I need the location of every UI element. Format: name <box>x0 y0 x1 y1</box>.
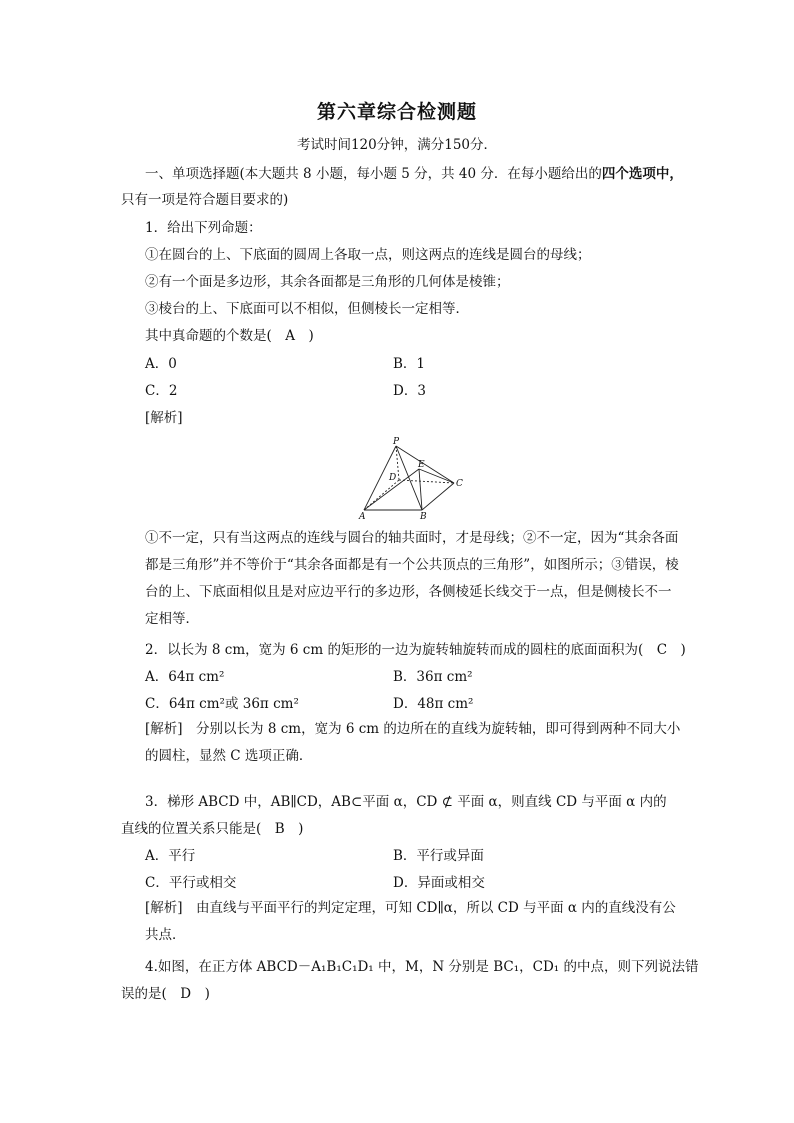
section-heading-emphasis: 四个选项中， <box>601 166 683 182</box>
q3-stem-line1: 3．梯形 ABCD 中，AB∥CD，AB⊂平面 α，CD ⊄ 平面 α，则直线 CD 与平面 α 内的 <box>145 794 667 810</box>
q2-analysis-text: [解析] 分别以长为 8 cm，宽为 6 cm 的边所在的直线为旋转轴，即可得到两种不同大小的圆柱，显然 C 选项正确． <box>145 721 681 764</box>
q1-option-a: A．0 <box>145 356 177 372</box>
q3-option-a: A．平行 <box>145 848 196 864</box>
section-heading-text: 一、单项选择题(本大题共 8 小题，每小题 5 分，共 40 分．在每小题给出的 <box>145 166 602 182</box>
q3-analysis <box>121 895 681 949</box>
q1-question: 其中真命题的个数是( A ) <box>145 328 314 344</box>
exam-info: 考试时间120分钟，满分150分． <box>296 137 498 153</box>
q2-option-c: C．64π cm²或 36π cm² <box>145 696 299 712</box>
section-heading-cont: 只有一项是符合题目要求的) <box>121 192 289 208</box>
q4-stem-line2: 误的是( D ) <box>121 986 210 1002</box>
q3-analysis-text: [解析] 由直线与平面平行的判定定理，可知 CD∥α，所以 CD 与平面 α 内的直线没有公共点． <box>145 900 676 943</box>
pyramid-figure <box>356 436 468 520</box>
figure-label-a: A <box>359 512 366 520</box>
q1-analysis-label: [解析] <box>145 410 183 426</box>
figure-label-p: P <box>393 437 400 447</box>
q1-option-d: D．3 <box>393 383 426 399</box>
q1-option-c: C．2 <box>145 383 178 399</box>
figure-label-b: B <box>420 512 427 520</box>
q1-item-3: ③棱台的上、下底面可以不相似，但侧棱长一定相等． <box>145 301 469 317</box>
q2-stem: 2．以长为 8 cm，宽为 6 cm 的矩形的一边为旋转轴旋转而成的圆柱的底面面积为( C ) <box>145 642 686 658</box>
figure-label-e: E <box>418 460 425 470</box>
q1-explanation <box>121 525 681 633</box>
q3-option-b: B．平行或异面 <box>393 848 484 864</box>
q1-item-1: ①在圆台的上、下底面的圆周上各取一点，则这两点的连线是圆台的母线； <box>145 247 591 263</box>
q2-analysis <box>121 716 681 770</box>
figure-label-c: C <box>456 479 463 489</box>
q1-stem: 1．给出下列命题： <box>145 220 262 236</box>
q4-stem-line1: 4.如图，在正方体 ABCD－A₁B₁C₁D₁ 中，M，N 分别是 BC₁，CD₁ 的中点，则下列说法错 <box>145 959 699 975</box>
q1-option-b: B．1 <box>393 356 426 372</box>
q1-item-2: ②有一个面是多边形，其余各面都是三角形的几何体是棱锥； <box>145 274 510 290</box>
q2-option-b: B．36π cm² <box>393 669 473 685</box>
q2-option-a: A．64π cm² <box>145 669 225 685</box>
figure-label-d: D <box>389 473 397 483</box>
page-title: 第六章综合检测题 <box>316 101 477 123</box>
section-heading <box>145 165 683 183</box>
q1-explanation-text: ①不一定，只有当这两点的连线与圆台的轴共面时，才是母线；②不一定，因为“其余各面都是三角形”并不等价于“其余各面都是有一个公共顶点的三角形”，如图所示；③错误，棱台的上、下底面相似且是对应边平行的多边形，各侧棱延长线交于一点，但是侧棱长不一定相等． <box>145 530 679 627</box>
q3-option-c: C．平行或相交 <box>145 875 237 891</box>
q2-option-d: D．48π cm² <box>393 696 474 712</box>
q3-option-d: D．异面或相交 <box>393 875 485 891</box>
q3-stem-line2: 直线的位置关系只能是( B ) <box>121 821 304 837</box>
